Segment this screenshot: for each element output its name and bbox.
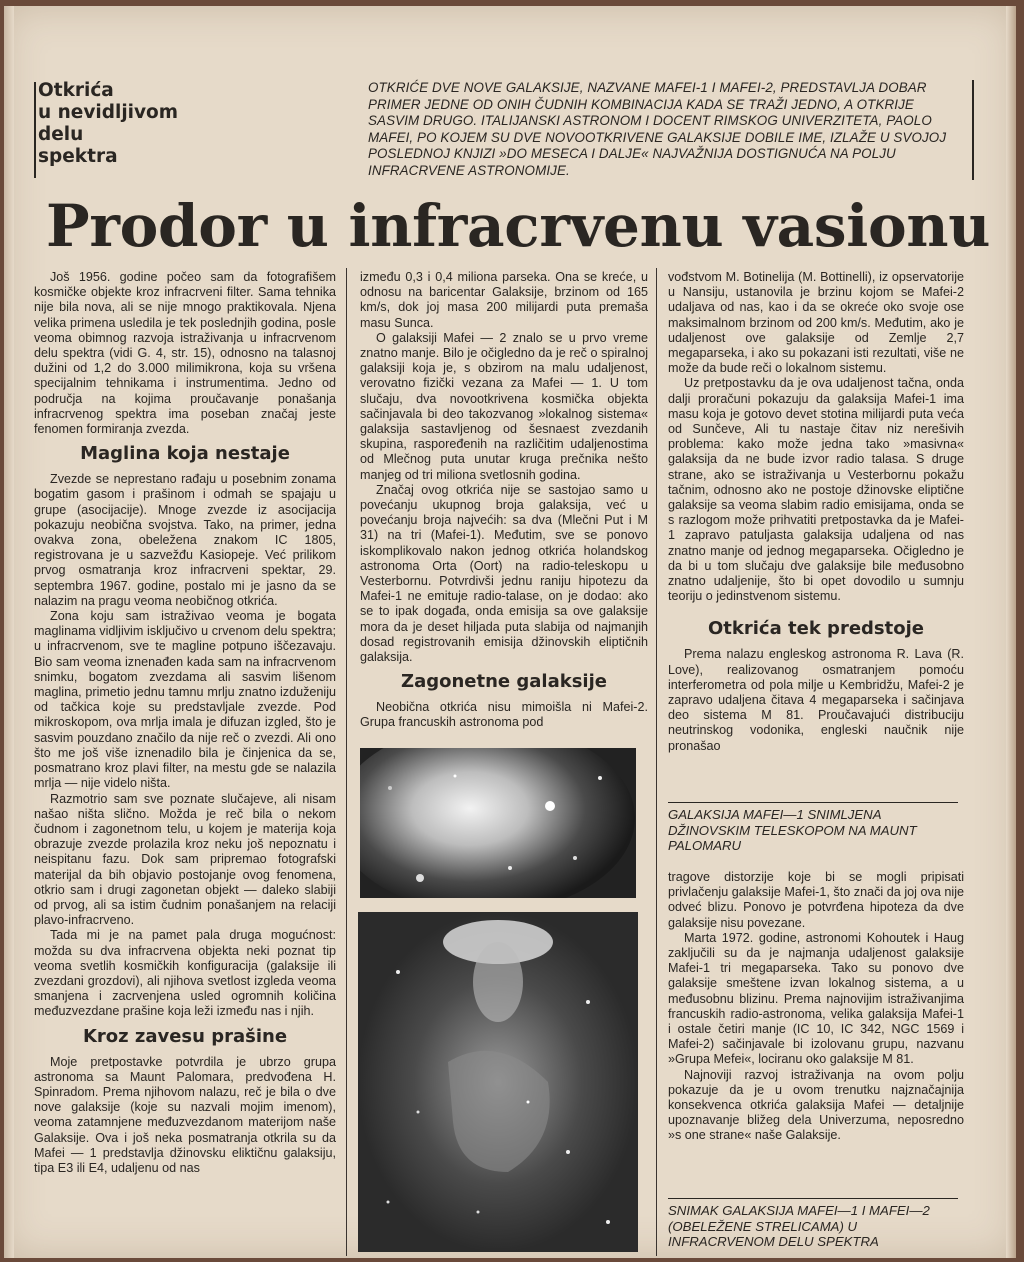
- photo-caption-2: SNIMAK GALAKSIJA MAFEI—1 I MAFEI—2 (OBELEŽENE STRELICAMA) U INFRACRVENOM DELU SPEKTRA: [668, 1198, 958, 1250]
- paragraph: Moje pretpostavke potvrdila je ubrzo grupa astronoma sa Maunt Palomara, predvođena H. Spinradom. Prema njihovom nalazu, reč je bila o dve nove galaksije (koje su nazvali mojim imenom), veoma zatamnjene međuzvezdanom materijom naše Galaksije. Ova i još neka posmatranja otkrila su da Mafei — 1 predstavlja džinovsku eliktičnu galaksiju, tipa E3 ili E4, udaljenu od nas: [34, 1054, 336, 1175]
- paragraph: Najnoviji razvoj istraživanja na ovom polju pokazuje da je u ovom trenutku najznačajnija konsekvenca otkrića galaksija Mafei — detaljnije upoznavanje bližeg dela Univerzuma, neposredno »s one strane« naše Galaksije.: [668, 1067, 964, 1143]
- article-headline: Prodor u infracrvenu vasionu: [46, 192, 991, 260]
- dek-box: [368, 80, 974, 180]
- subheading: Zagonetne galaksije: [401, 671, 607, 693]
- paragraph: Marta 1972. godine, astronomi Kohoutek i Haug zaključili su da je najmanja udaljenost galaksije Mafei-1 tri megaparseka. Tako su ponovo dve galaksije smeštene izvan lokalnog sistema, a u međusobnu blizinu. Prema najnovijim istraživanjima francuskih radio-astronoma, velika galaksija Mafei-1 i ostale četiri manje (IC 10, IC 342, NGC 1569 i Mafei-2) sačinjavale bi izolovanu grupu, nazvanu »Grupa Mefei«, lociranu oko galaksije M 81.: [668, 930, 964, 1067]
- column-3-continued: [668, 870, 964, 1144]
- page-edge-left: [4, 6, 14, 1258]
- galaxy-photo-2: [358, 912, 638, 1252]
- column-3: [668, 270, 964, 790]
- photo-caption-1: GALAKSIJA MAFEI—1 SNIMLJENA DŽINOVSKIM TELESKOPOM NA MAUNT PALOMARU: [668, 802, 958, 854]
- kicker-line: Otkrića: [38, 80, 114, 101]
- kicker-line: spektra: [38, 146, 118, 167]
- paragraph: vođstvom M. Botinelija (M. Bottinelli), iz opservatorije u Nansiju, ustanovila je brzinu kojom se Mafei-2 udaljava od nas, kao i da se okreće oko svoje ose maksimalnom brzinom od 200 km/s. Međutim, ako je udaljenost ove galaksije od Zemlje 2,7 megaparseka, i ako su pokazani isti rezultati, više ne može da bude reči o lokalnom sistemu.: [668, 270, 964, 376]
- paragraph: Tada mi je na pamet pala druga mogućnost: možda su dva infracrvena objekta neki poznat tip veoma svetlih kosmičkih konfiguracija (galaksije ili zvezdani grozdovi), ali njihova svetlost izgleda veoma smanjena i zacrvenjena usled ogromnih količina međuzvezdane prašine koja leži između nas i njih.: [34, 928, 336, 1019]
- paragraph: Neobična otkrića nisu mimoišla ni Mafei-2. Grupa francuskih astronoma pod: [360, 700, 648, 730]
- magazine-page: [4, 6, 1016, 1258]
- paragraph: Prema nalazu engleskog astronoma R. Lava (R. Love), realizovanog osmatranjem pomoću interferometra od pola milje u Kembridžu, Mafei-2 je zapravo udaljena čitava 4 megaparseka i sačinjava deo sistema M 81. Proučavajući distribuciju neutrinskog vodonika, engleski naučnik nije pronašao: [668, 647, 964, 753]
- paragraph: Uz pretpostavku da je ova udaljenost tačna, onda dalji proračuni pokazuju da galaksija Mafei-1 ima masu koja je gotovo devet stotina milijardi puta veća od Sunčeve, Ali tu nastaje čitav niz nerešivih problema: kako može jedna tako »masivna« galaksija da ne bude izvor radio talasa. S druge strane, ako se istraživanja u Vesterbornu pokažu tačnim, odnosno ako ne postoje džinovske eliptične galaksije sa veoma slabim radio emisijama, onda se s razlogom može prihvatiti pretpostavka da je Mafei-1 zapravo patuljasta galaksija udaljena od nas znatno manje od jednog megaparseka. Očigledno je da bi u tom slučaju dve galaksije bile međusobno znatno udaljenije, što bi opet dovodilo u sumnju teoriju o jedinstvenom sistemu.: [668, 376, 964, 604]
- paragraph: Još 1956. godine počeo sam da fotografišem kosmičke objekte kroz infracrveni filter. Sama tehnika nije bila nova, ali se nije mnogo praktikovala. Njena velika primena usledila je tek poslednjih godina, posle veoma obimnog razvoja istraživanja u infracrvenom delu spektra (vidi G. 4, str. 15), odnosno na talasnoj dužini od 1,2 do 3.000 milimikrona, koja su vršena specijalnim tehnikama i instrumentima. Jedno od područja na kojima proučavanje ponašanja infracrvenog spektra ima poseban značaj jeste fenomen formiranja zvezda.: [34, 270, 336, 437]
- galaxy-photo-1: [360, 748, 636, 898]
- kicker-line: u nevidljivom: [38, 102, 179, 123]
- kicker-line: delu: [38, 124, 84, 145]
- subheading: Maglina koja nestaje: [80, 443, 290, 465]
- paragraph: Značaj ovog otkrića nije se sastojao samo u povećanju ukupnog broja galaksija, već u povećanju broja najvećih: sa dva (Mlečni Put i M 31) na tri (Mafei-1). Međutim, sve se ponovo iskomplikovalo nakon jednog otkrića holandskog astronoma Orta (Oort) na radio-teleskopu u Vesterbornu. Potvrdivši jednu raniju hipotezu da Mafei-1 ne emituje radio-talase, on je dodao: ako se to ipak događa, onda emisija sa ove galaksije mora da je deset hiljada puta slabija od najmanjih dosad registrovanih emisija džinovskih eliptičnih galaksija.: [360, 482, 648, 665]
- paragraph: Razmotrio sam sve poznate slučajeve, ali nisam našao ništa slično. Možda je reč bila o nekom čudnom i zagonetnom telu, u kojem je materija koja obrazuje zvezde prolazila kroz neku još nepoznatu i neispitanu fazu. Dok sam pripremao fotografski materijal da bih objavio postojanje ovog fenomena, otkrio sam i drugi zagonetan objekt — daleko slabiji od prvog, ali sa istim čudnim ponašanjem na relaciji plavo-infracrveno.: [34, 791, 336, 928]
- paragraph: tragove distorzije koje bi se mogli pripisati privlačenju galaksije Mafei-1, što znači da joj ova nije odveć blizu. Ponovo je potvrđena hipoteza da dve galaksije nisu povezane.: [668, 870, 964, 930]
- paragraph: Zvezde se neprestano rađaju u posebnim zonama bogatim gasom i prašinom i odmah se spajaju u grupe (asocijacije). Mnoge zvezde iz asocijacija pokazuju neobična svojstva. Tako, na primer, jedna ovakva zona, obeležena znakom IC 1805, registrovana je u sazvežđu Kasiopeje. Već prilikom prvog osmatranja kroz infracrveni spektar, 29. septembra 1967. godine, postalo mi je jasno da se nalazim na pragu veoma neobičnog otkrića.: [34, 472, 336, 608]
- column-1: [34, 270, 336, 1256]
- column-rule: [656, 268, 657, 1256]
- photo-mafei-infrared: [358, 912, 638, 1252]
- column-rule: [346, 268, 347, 1256]
- subheading: Kroz zavesu prašine: [82, 1025, 288, 1047]
- subheading: Otkrića tek predstoje: [708, 618, 924, 640]
- page-edge-right: [1006, 6, 1016, 1258]
- column-2: [360, 270, 648, 730]
- section-kicker: [38, 80, 198, 168]
- paragraph: O galaksiji Mafei — 2 znalo se u prvo vreme znatno manje. Bilo je očigledno da je reč o spiralnoj galaksiji koja je, s obzirom na malu udaljenost, verovatno fizički vezana za Mafei — 1. U tom slučaju, dva novootkrivena kosmička objekta sačinjavala bi deo takozvanog »lokalnog sistema« galaksija sastavljenog od šesnaest zvezdanih skupina, raspoređenih na različitim udaljenostima od Mlečnog puta unutar kruga prečnika nešto manjeg od tri miliona svetlosnih godina.: [360, 330, 648, 482]
- photo-mafei-1: [360, 748, 636, 898]
- kicker-rule: [34, 82, 36, 178]
- article-dek: OTKRIĆE DVE NOVE GALAKSIJE, NAZVANE MAFEI-1 I MAFEI-2, PREDSTAVLJA DOBAR PRIMER JEDNE OD ONIH ČUDNIH KOMBINACIJA KADA SE TRAŽI JEDNO, A OTKRIJE SASVIM DRUGO. ITALIJANSKI ASTRONOM I DOCENT RIMSKOG UNIVERZITETA, PAOLO MAFEI, PO KOJEM SU DVE NOVOOTKRIVENE GALAKSIJE DOBILE IME, IZLAŽE U SVOJOJ POSLEDNOJ KNJIZI »DO MESECA I DALJE« NAJVAŽNIJA DOSTIGNUĆA NA POLJU INFRACRVENE ASTRONOMIJE.: [368, 80, 947, 178]
- paragraph: Zona koju sam istraživao veoma je bogata maglinama vidljivim isključivo u crvenom delu spektra; u infracrvenom, sve te magline potpuno iščezavaju. Bio sam veoma iznenađen kada sam na infracrvenom snimku, bogatom zvezdama ali sasvim lišenom maglina, primetio jednu tamnu mrlju znatno izduženiju od tačkica koje su predstavljale zvezde. Pod mikroskopom, ova mrlja imala je difuzan izgled, što je sasvim pouzdano značilo da nije reč o zvezdi. Ali ono što me još više iznenadilo bila je činjenica da se, posmatrano kroz plavi filter, na mestu gde se nalazila mrlja — nije videlo ništa.: [34, 609, 336, 791]
- paragraph: između 0,3 i 0,4 miliona parseka. Ona se kreće, u odnosu na baricentar Galaksije, brzinom od 165 km/s, dok joj masa 200 milijardi puta premaša masu Sunca.: [360, 270, 648, 330]
